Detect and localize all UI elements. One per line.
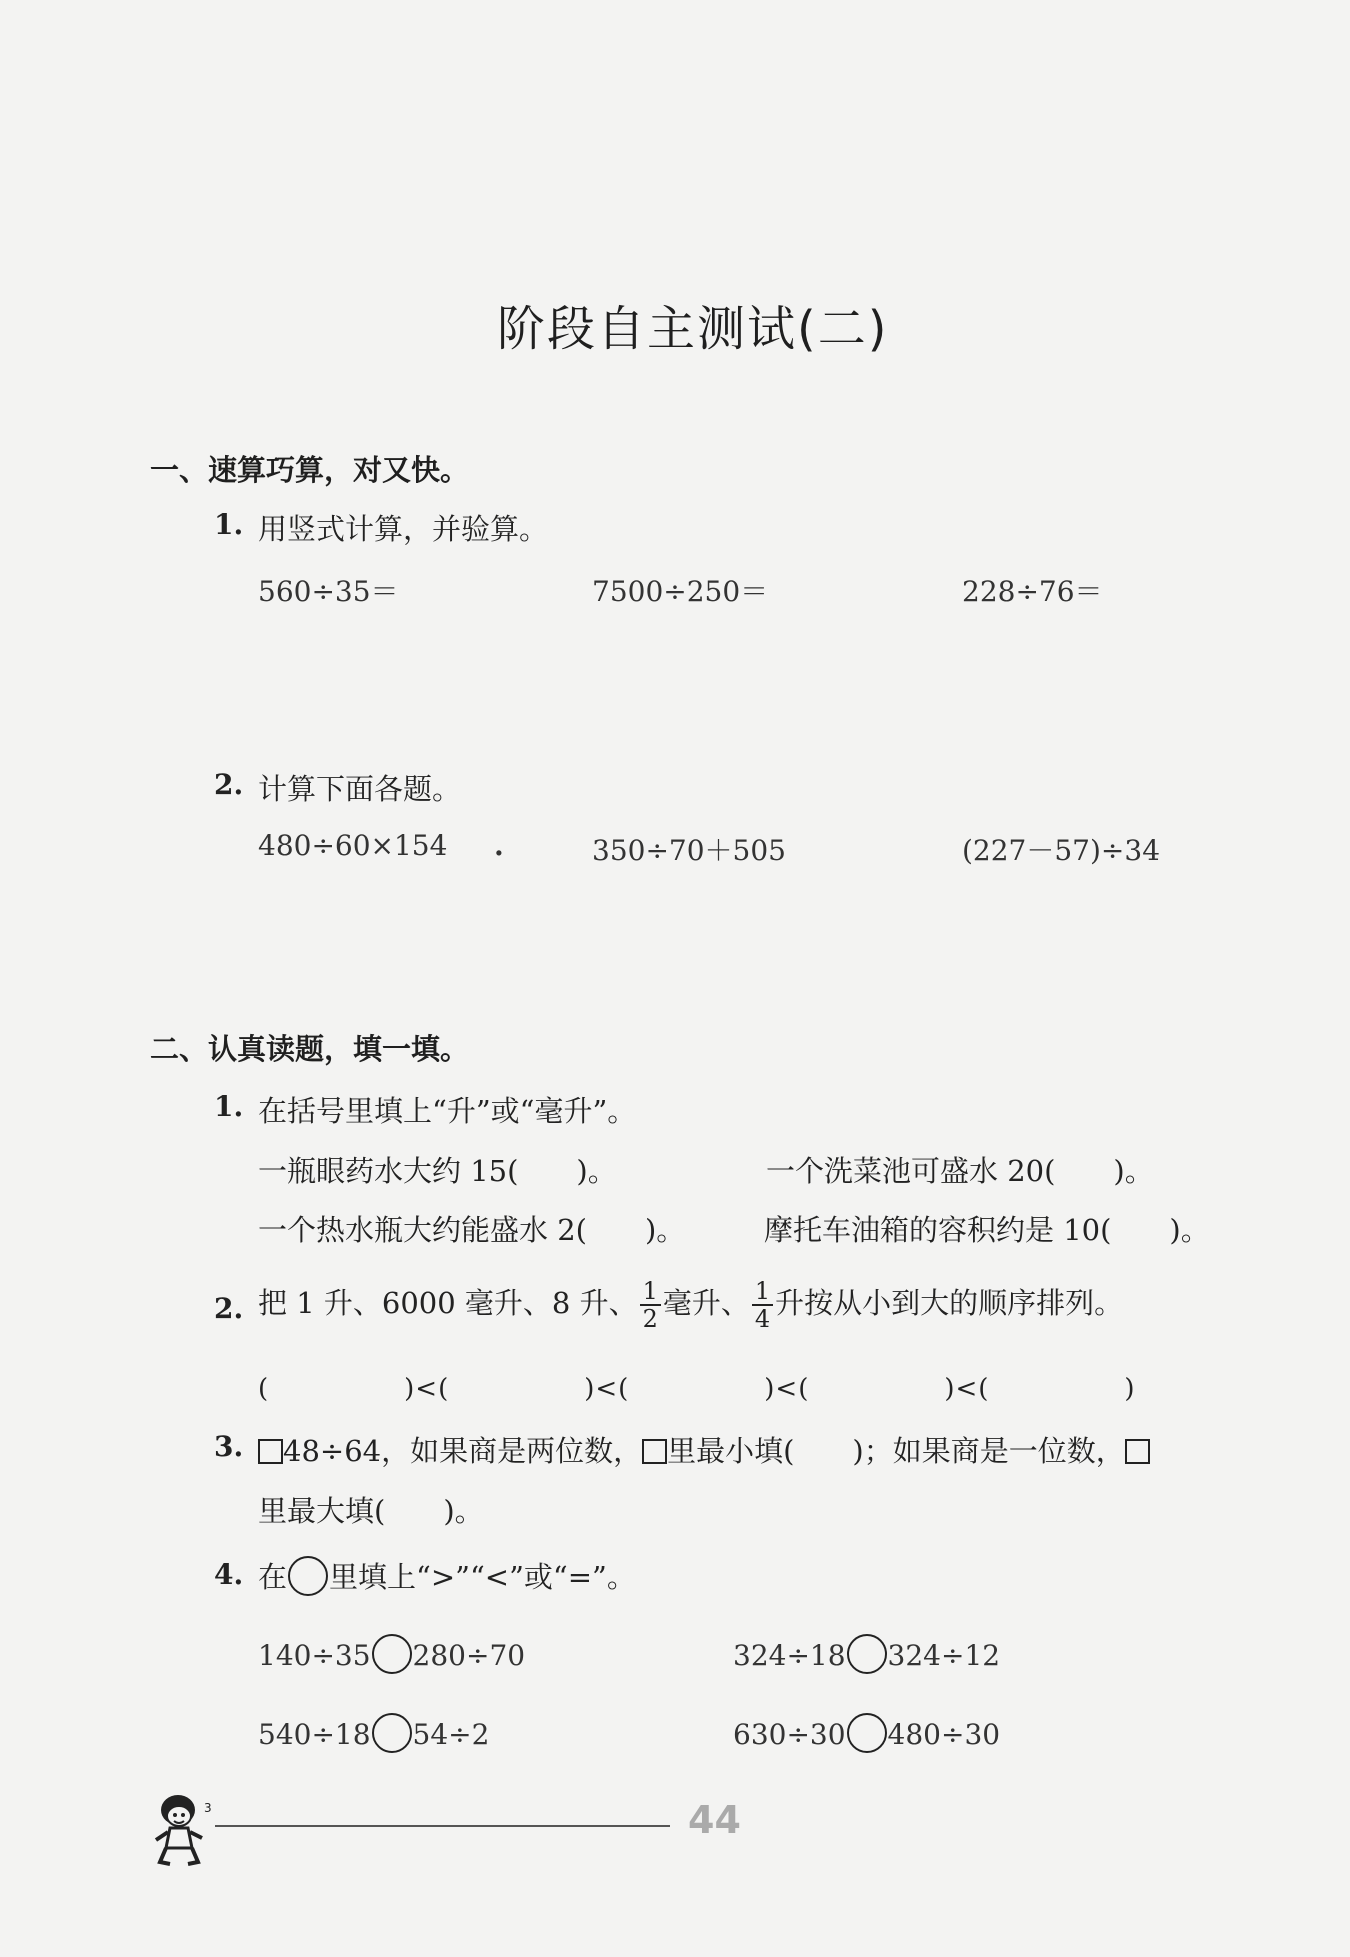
footer-rule <box>215 1825 670 1827</box>
s2-q3-line-1: 48÷64，如果商是两位数， 里最小填( )；如果商是一位数， <box>258 1429 1150 1470</box>
blank-circle-icon <box>288 1556 328 1596</box>
s1-q2-number: 2. <box>214 768 244 801</box>
s1-q2-dot: . <box>494 829 504 862</box>
s2-q1-line-4: 摩托车油箱的容积约是 10( )。 <box>764 1213 1210 1247</box>
s2-q4-number: 4. <box>214 1558 244 1591</box>
s2-q3-number: 3. <box>214 1430 244 1463</box>
s2-q4-compare-3: 540÷18 54÷2 <box>258 1713 489 1753</box>
s2-q2-number: 2. <box>214 1292 244 1325</box>
s2-q2-text <box>258 1272 1123 1334</box>
compare-circle-icon <box>372 1634 412 1674</box>
s2-q2-text-c: 升按从小到大的顺序排列。 <box>775 1286 1124 1320</box>
blank-square-icon <box>642 1439 667 1464</box>
s1-q1-item-2: 7500÷250＝ <box>592 575 769 608</box>
fraction-one-half: $\frac{1}{2}$ <box>640 1278 661 1332</box>
s2-q3-line-2: 里最大填( )。 <box>258 1494 484 1528</box>
section1-heading: 一、速算巧算，对又快。 <box>150 453 470 487</box>
s2-q1-line-3: 一个热水瓶大约能盛水 2( )。 <box>258 1213 686 1247</box>
cartoon-boy-icon <box>148 1788 220 1868</box>
s2-q2-order-line: ( )<( )<( )<( )<( ) <box>258 1374 1136 1404</box>
blank-square-icon <box>1125 1439 1150 1464</box>
s2-q1-text: 在括号里填上“升”或“毫升”。 <box>258 1094 637 1128</box>
compare-circle-icon <box>847 1713 887 1753</box>
s2-q4-text: 在 里填上“>”“<”或“=”。 <box>258 1555 636 1596</box>
page-number: 44 <box>688 1798 741 1842</box>
s2-q1-line-2: 一个洗菜池可盛水 20( )。 <box>766 1154 1154 1188</box>
s1-q2-text: 计算下面各题。 <box>258 772 462 806</box>
s1-q2-item-3: (227－57)÷34 <box>962 834 1161 867</box>
s1-q1-item-3: 228÷76＝ <box>962 575 1103 608</box>
s2-q2-text-a: 把 1 升、6000 毫升、8 升、 <box>258 1286 638 1320</box>
svg-text:3: 3 <box>204 1801 212 1815</box>
s1-q1-number: 1. <box>214 508 244 541</box>
s1-q2-item-1: 480÷60×154 <box>258 829 448 862</box>
s2-q2-text-b: 毫升、 <box>662 1286 750 1320</box>
s1-q2-item-2: 350÷70＋505 <box>592 834 786 867</box>
section2-heading: 二、认真读题，填一填。 <box>150 1032 470 1066</box>
s2-q1-number: 1. <box>214 1090 244 1123</box>
page-title: 阶段自主测试(二) <box>497 301 889 357</box>
fraction-one-quarter: $\frac{1}{4}$ <box>752 1278 773 1332</box>
s2-q4-compare-2: 324÷18 324÷12 <box>733 1634 1000 1674</box>
s1-q1-text: 用竖式计算，并验算。 <box>258 512 549 546</box>
s1-q1-item-1: 560÷35＝ <box>258 575 399 608</box>
compare-circle-icon <box>372 1713 412 1753</box>
s2-q4-compare-4: 630÷30 480÷30 <box>733 1713 1000 1753</box>
blank-square-icon <box>258 1439 283 1464</box>
s2-q4-compare-1: 140÷35 280÷70 <box>258 1634 525 1674</box>
compare-circle-icon <box>847 1634 887 1674</box>
s2-q1-line-1: 一瓶眼药水大约 15( )。 <box>258 1154 617 1188</box>
